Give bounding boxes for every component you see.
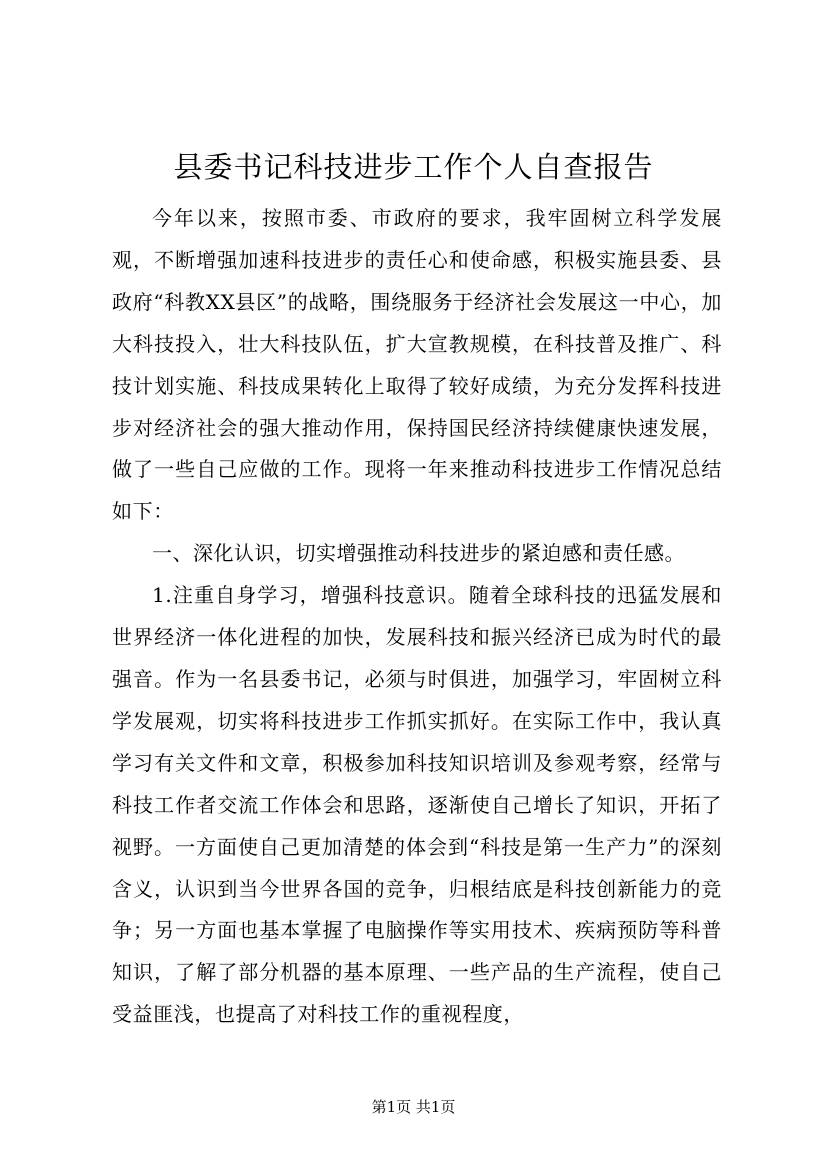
document-title: 县委书记科技进步工作个人自查报告: [173, 150, 654, 184]
intro-paragraph: 今年以来，按照市委、市政府的要求，我牢固树立科学发展观，不断增强加速科技进步的责任心和使命感，积极实施县委、县政府“科教XX县区”的战略，围绕服务于经济社会发展这一中心，加大科技投入，壮大科技队伍，扩大宣教规模，在科技普及推广、科技计划实施、科技成果转化上取得了较好成绩，为充分发挥科技进步对经济社会的强大推动作用，保持国民经济持续健康快速发展，做了一些自己应做的工作。现将一年来推动科技进步工作情况总结如下：: [112, 206, 722, 524]
section-heading: 一、深化认识，切实增强推动科技进步的紧迫感和责任感。: [152, 541, 685, 566]
page-footer: 第1页 共1页: [371, 1098, 456, 1116]
document-body: [112, 198, 722, 1036]
subsection-paragraph: 1.注重自身学习，增强科技意识。随着全球科技的迅猛发展和世界经济一体化进程的加快，发展科技和振兴经济已成为时代的最强音。作为一名县委书记，必须与时俱进，加强学习，牢固树立科学发展观，切实将科技进步工作抓实抓好。在实际工作中，我认真学习有关文件和文章，积极参加科技知识培训及参观考察，经常与科技工作者交流工作体会和思路，逐渐使自己增长了知识，开拓了视野。一方面使自己更加清楚的体会到“科技是第一生产力”的深刻含义，认识到当今世界各国的竞争，归根结底是科技创新能力的竞争；另一方面也基本掌握了电脑操作等实用技术、疾病预防等科普知识，了解了部分机器的基本原理、一些产品的生产流程，使自己受益匪浅，也提高了对科技工作的重视程度，: [112, 583, 722, 1027]
